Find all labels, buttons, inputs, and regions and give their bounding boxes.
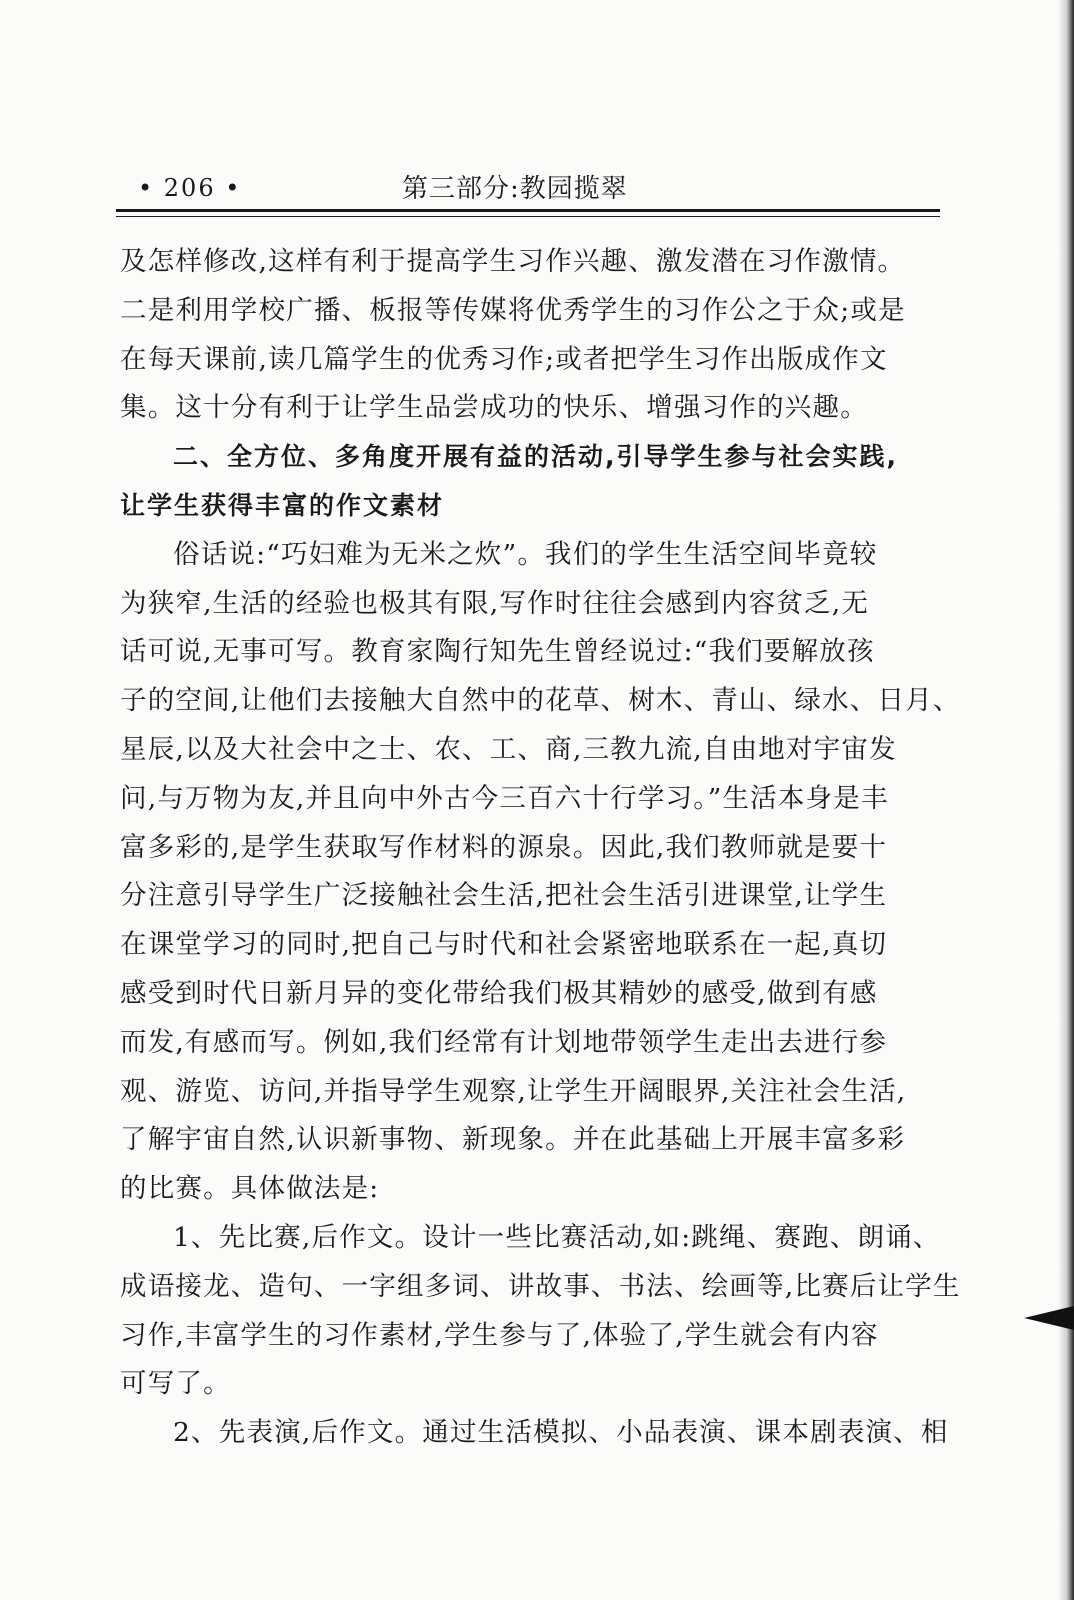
list-item-1: 1、先比赛,后作文。设计一些比赛活动,如:跳绳、赛跑、朗诵、 xyxy=(173,1221,941,1253)
text-line: 为狭窄,生活的经验也极其有限,写作时往往会感到内容贫乏,无 xyxy=(120,587,870,619)
text-line: 成语接龙、造句、一字组多词、讲故事、书法、绘画等,比赛后让学生 xyxy=(120,1270,961,1302)
text-line: 集。这十分有利于让学生品尝成功的快乐、增强习作的兴趣。 xyxy=(120,392,868,424)
text-line: 了解宇宙自然,认识新事物、新现象。并在此基础上开展丰富多彩 xyxy=(120,1124,906,1156)
text-line: 星辰,以及大社会中之士、农、工、商,三教九流,自由地对宇宙发 xyxy=(120,733,897,765)
text-line: 在每天课前,读几篇学生的优秀习作;或者把学生习作出版成作文 xyxy=(120,343,888,375)
text-line: 富多彩的,是学生获取写作材料的源泉。因此,我们教师就是要十 xyxy=(120,831,888,863)
text-line: 俗话说:“巧妇难为无米之炊”。我们的学生生活空间毕竟较 xyxy=(173,538,878,570)
body-text xyxy=(120,238,961,1458)
text-line: 而发,有感而写。例如,我们经常有计划地带领学生走出去进行参 xyxy=(120,1026,888,1058)
text-line: 话可说,无事可写。教育家陶行知先生曾经说过:“我们要解放孩 xyxy=(120,636,875,668)
list-item-2: 2、先表演,后作文。通过生活模拟、小品表演、课本剧表演、相 xyxy=(173,1417,949,1449)
text-line: 感受到时代日新月异的变化带给我们极其精妙的感受,做到有感 xyxy=(120,977,878,1009)
text-line: 问,与万物为友,并且向中外古今三百六十行学习。”生活本身是丰 xyxy=(120,782,889,814)
text-line: 分注意引导学生广泛接触社会生活,把社会生活引进课堂,让学生 xyxy=(120,880,888,912)
section-heading-cont: 让学生获得丰富的作文素材 xyxy=(120,490,445,520)
text-line: 习作,丰富学生的习作素材,学生参与了,体验了,学生就会有内容 xyxy=(120,1319,879,1351)
page-header xyxy=(118,168,938,208)
text-line: 观、游览、访问,并指导学生观察,让学生开阔眼界,关注社会生活, xyxy=(120,1075,907,1107)
text-line: 及怎样修改,这样有利于提高学生习作兴趣、激发潜在习作激情。 xyxy=(120,246,906,277)
text-line: 二是利用学校广播、板报等传媒将优秀学生的习作公之于众;或是 xyxy=(120,294,906,326)
scan-edge-shadow xyxy=(1058,0,1074,1600)
scan-edge-mark xyxy=(1024,1306,1074,1330)
header-rule-thick xyxy=(116,209,940,212)
running-title: 第三部分:教园揽翠 xyxy=(402,174,628,204)
text-line: 在课堂学习的同时,把自己与时代和社会紧密地联系在一起,真切 xyxy=(120,929,888,961)
text-line: 的比赛。具体做法是: xyxy=(120,1173,380,1205)
header-rule-thin xyxy=(116,216,940,217)
text-line: 可写了。 xyxy=(120,1368,231,1400)
text-line: 子的空间,让他们去接触大自然中的花草、树木、青山、绿水、日月、 xyxy=(120,685,961,717)
page-number: • 206 • xyxy=(138,174,242,202)
section-heading: 二、全方位、多角度开展有益的活动,引导学生参与社会实践, xyxy=(173,442,898,472)
